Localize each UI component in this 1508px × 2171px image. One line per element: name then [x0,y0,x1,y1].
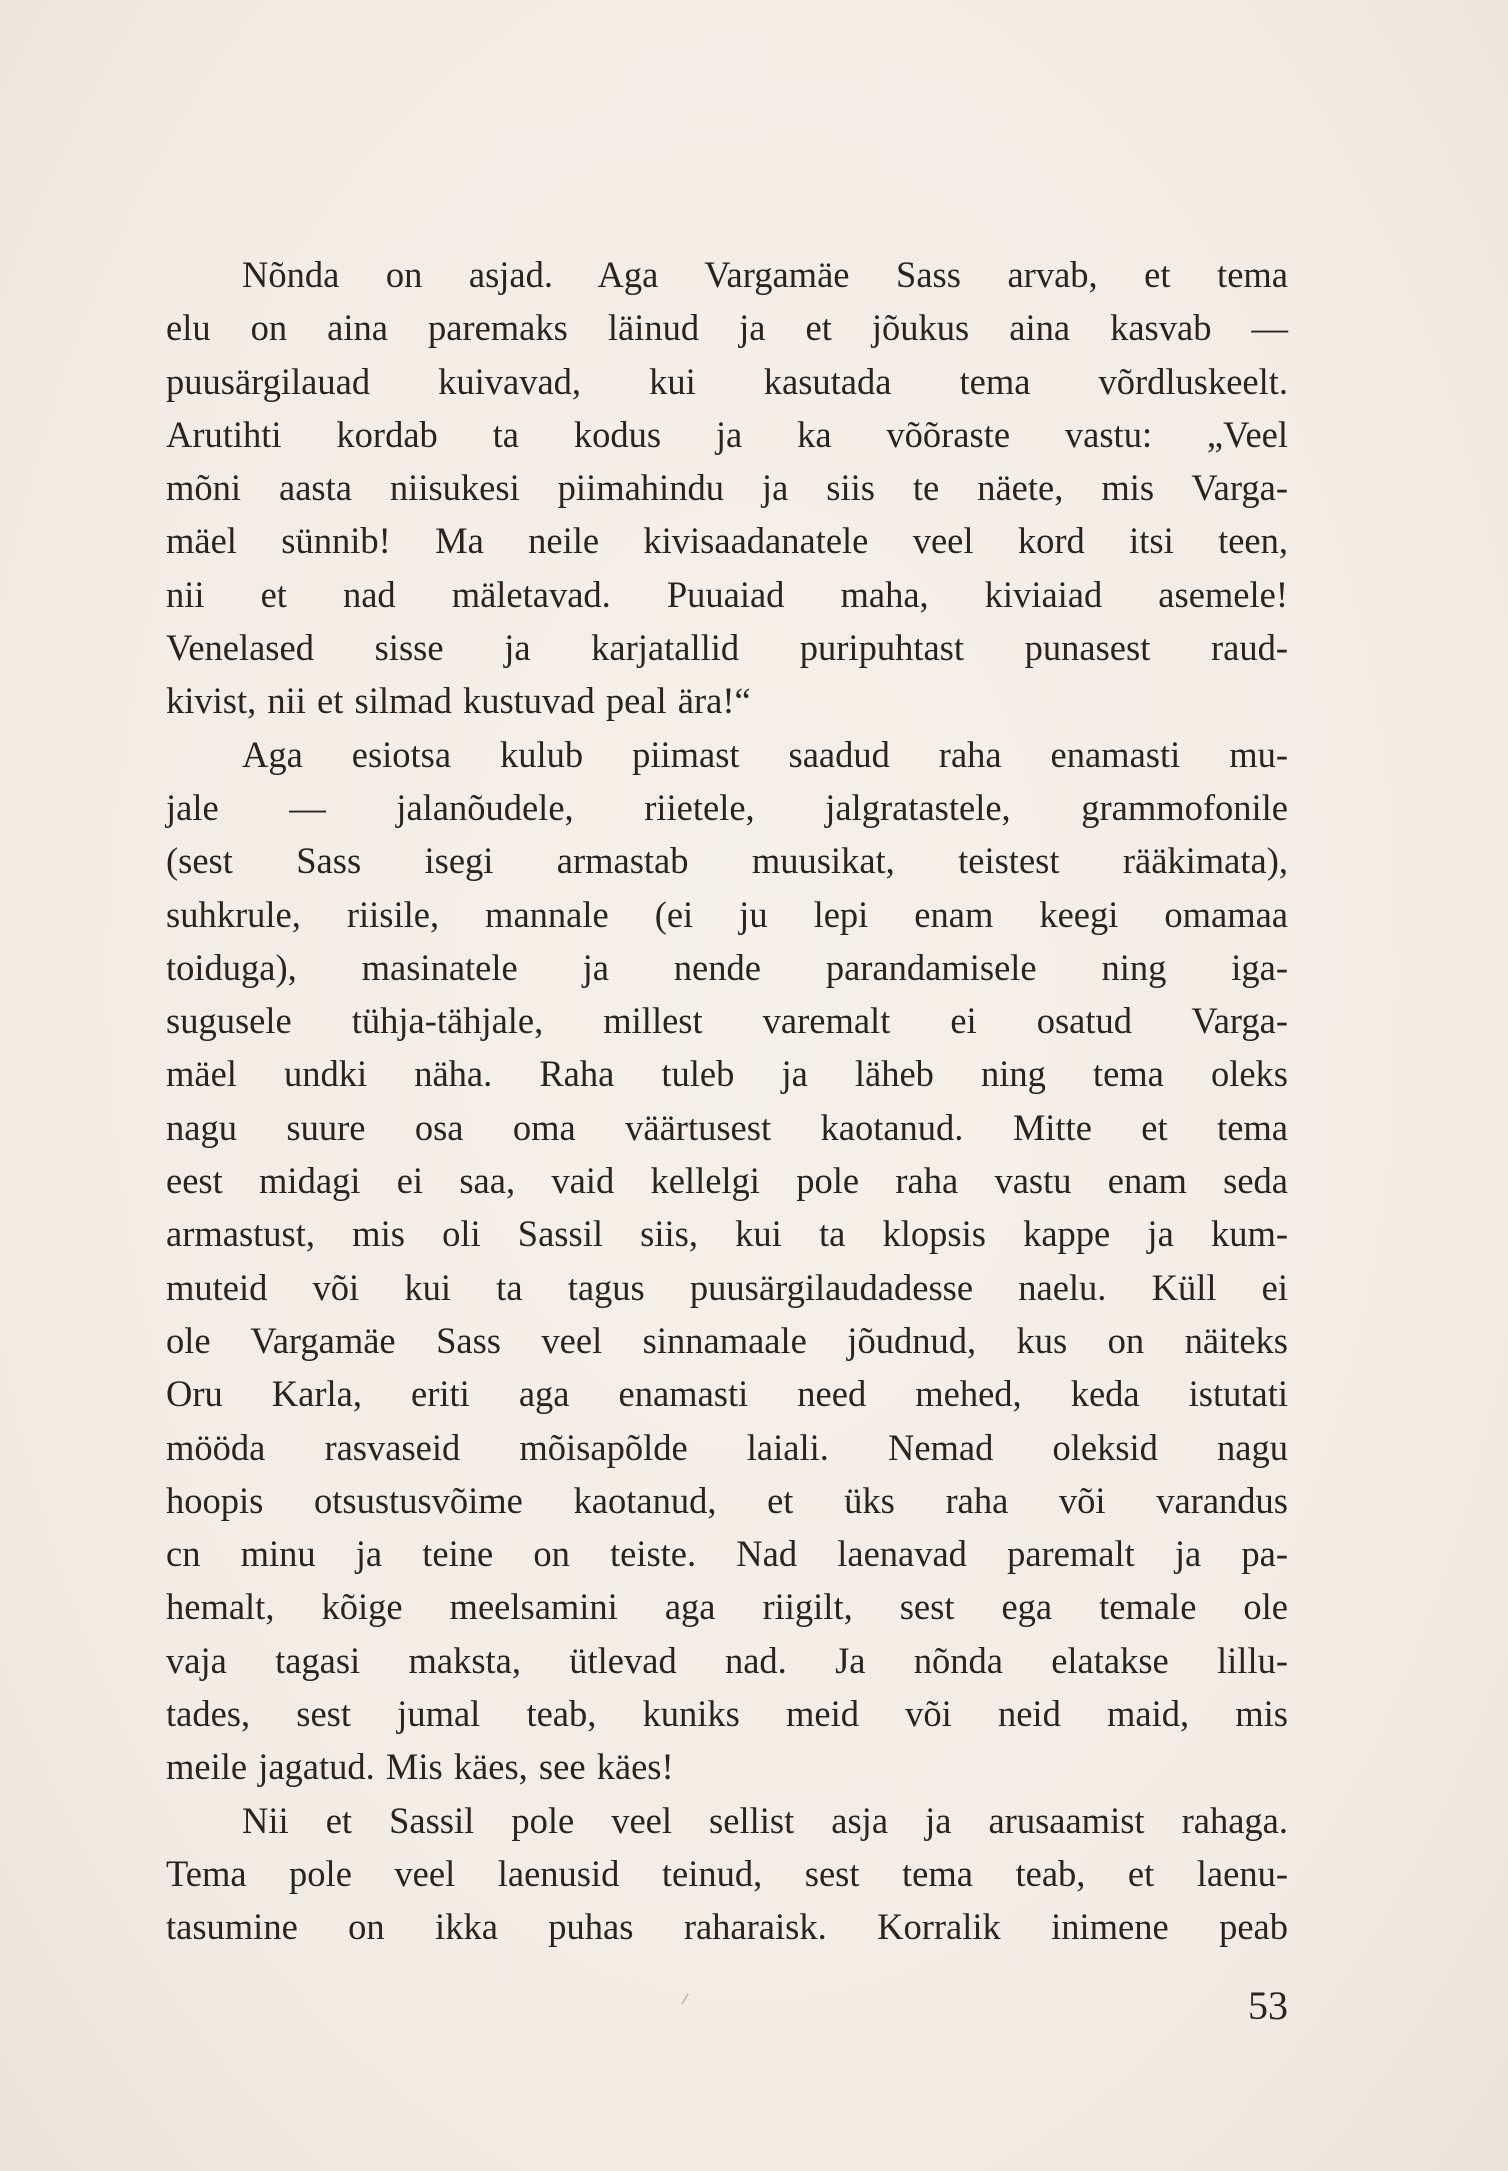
text-line: mäel sünnib! Ma neile kivisaadanatele veel kord itsi teen, [166,520,1288,562]
paragraph [166,1794,1288,1954]
text-line: tasumine on ikka puhas raharaisk. Korralik inimene peab [166,1906,1288,1948]
text-line: muteid või kui ta tagus puusärgilaudadesse naelu. Küll ei [166,1266,1288,1308]
text-line: Venelased sisse ja karjatallid puripuhtast punasest raud- [166,627,1288,669]
text-line: mõni aasta niisukesi piimahindu ja siis te näete, mis Varga- [166,467,1288,509]
text-line: mäel undki näha. Raha tuleb ja läheb ning tema oleks [166,1053,1288,1095]
text-line: Nõnda on asjad. Aga Vargamäe Sass arvab, et tema [242,254,1288,295]
text-line: sugusele tühja-tähjale, millest varemalt ei osatud Varga- [166,1000,1288,1042]
text-line: hoopis otsustusvõime kaotanud, et üks raha või varandus [166,1479,1288,1521]
text-line: nagu suure osa oma väärtusest kaotanud. Mitte et tema [166,1106,1288,1148]
text-line: Tema pole veel laenusid teinud, sest tema teab, et laenu- [166,1852,1288,1894]
text-line: mööda rasvaseid mõisapõlde laiali. Nemad oleksid nagu [166,1426,1288,1468]
text-line: armastust, mis oli Sassil siis, kui ta klopsis kappe ja kum- [166,1213,1288,1255]
text-line: nii et nad mäletavad. Puuaiad maha, kiviaiad asemele! [166,573,1288,615]
paragraph [166,728,1288,1794]
text-line: elu on aina paremaks läinud ja et jõukus aina kasvab — [166,307,1288,349]
text-line: Nii et Sassil pole veel sellist asja ja arusaamist rahaga. [242,1799,1288,1841]
text-line: Arutihti kordab ta kodus ja ka võõraste vastu: „Veel [166,413,1288,455]
text-line: cn minu ja teine on teiste. Nad laenavad paremalt ja pa- [166,1533,1288,1575]
body-text [166,248,1288,1954]
text-line: eest midagi ei saa, vaid kellelgi pole raha vastu enam seda [166,1160,1288,1202]
text-line: vaja tagasi maksta, ütlevad nad. Ja nõnda elatakse lillu- [166,1639,1288,1681]
page-number: 53 [1248,1983,1288,2028]
text-line: toiduga), masinatele ja nende parandamisele ning iga- [166,946,1288,988]
text-line: kivist, nii et silmad kustuvad peal ära!“ [166,680,751,722]
text-line: suhkrule, riisile, mannale (ei ju lepi enam keegi omamaa [166,893,1288,935]
text-line: ole Vargamäe Sass veel sinnamaale jõudnud, kus on näiteks [166,1319,1288,1361]
text-line: tades, sest jumal teab, kuniks meid või neid maid, mis [166,1693,1288,1735]
text-line: Aga esiotsa kulub piimast saadud raha enamasti mu- [242,733,1288,775]
text-line: (sest Sass isegi armastab muusikat, teistest rääkimata), [166,840,1288,882]
text-line: puusärgilauad kuivavad, kui kasutada tema võrdluskeelt. [166,360,1288,402]
paragraph [166,248,1288,728]
text-line: jale — jalanõudele, riietele, jalgratastele, grammofonile [166,786,1288,828]
text-line: hemalt, kõige meelsamini aga riigilt, sest ega temale ole [166,1586,1288,1628]
text-line: meile jagatud. Mis käes, see käes! [166,1746,674,1788]
text-line: Oru Karla, eriti aga enamasti need mehed, keda istutati [166,1373,1288,1415]
paper-speck [681,1993,689,2004]
